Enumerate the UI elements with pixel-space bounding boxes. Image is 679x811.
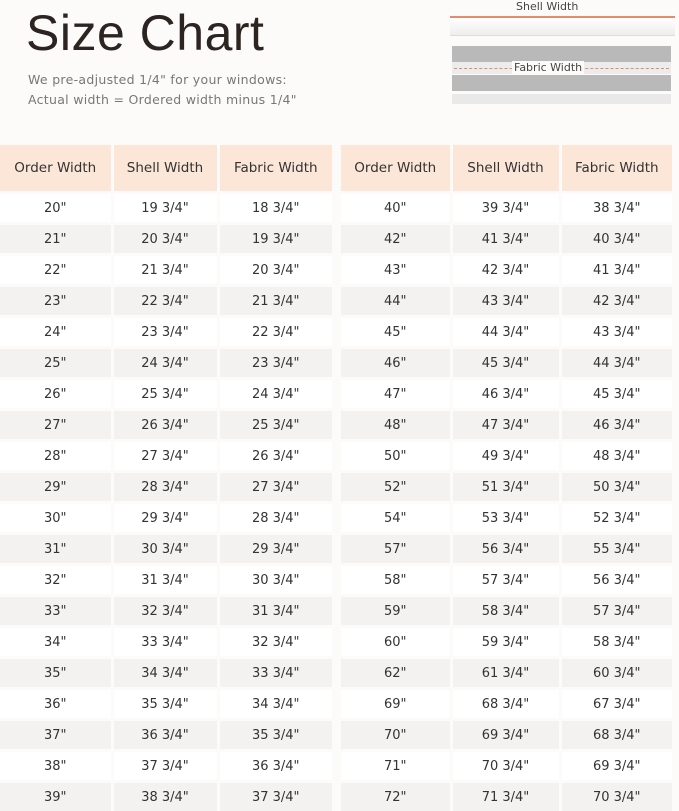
fabric-width-cell: 37 3/4"	[218, 782, 332, 811]
shell-width-cell: 49 3/4"	[451, 441, 560, 472]
fabric-width-cell: 69 3/4"	[560, 751, 672, 782]
shell-width-cell: 71 3/4"	[451, 782, 560, 811]
shell-width-cell: 45 3/4"	[451, 348, 560, 379]
table-row	[0, 255, 332, 286]
header-fabric-width: Fabric Width	[218, 145, 332, 193]
shell-width-cell: 57 3/4"	[451, 565, 560, 596]
table-row	[0, 720, 332, 751]
shell-width-cell: 21 3/4"	[112, 255, 218, 286]
shell-width-cell: 29 3/4"	[112, 503, 218, 534]
fabric-width-cell: 20 3/4"	[218, 255, 332, 286]
header-order-width: Order Width	[341, 145, 451, 193]
table-row	[341, 410, 672, 441]
order-width-cell: 22"	[0, 255, 112, 286]
order-width-cell: 34"	[0, 627, 112, 658]
order-width-cell: 62"	[341, 658, 451, 689]
table-row	[0, 503, 332, 534]
shell-width-cell: 30 3/4"	[112, 534, 218, 565]
shell-width-cell: 38 3/4"	[112, 782, 218, 811]
table-row	[0, 658, 332, 689]
fabric-width-cell: 35 3/4"	[218, 720, 332, 751]
shell-width-cell: 56 3/4"	[451, 534, 560, 565]
table-row	[0, 224, 332, 255]
fabric-width-cell: 52 3/4"	[560, 503, 672, 534]
order-width-cell: 52"	[341, 472, 451, 503]
fabric-width-cell: 36 3/4"	[218, 751, 332, 782]
order-width-cell: 70"	[341, 720, 451, 751]
shell-width-cell: 42 3/4"	[451, 255, 560, 286]
order-width-cell: 57"	[341, 534, 451, 565]
table-row	[0, 782, 332, 811]
size-table-right-body	[341, 193, 672, 811]
order-width-cell: 37"	[0, 720, 112, 751]
fabric-width-cell: 40 3/4"	[560, 224, 672, 255]
table-row	[0, 627, 332, 658]
header-fabric-width: Fabric Width	[560, 145, 672, 193]
shell-width-cell: 69 3/4"	[451, 720, 560, 751]
table-row	[0, 286, 332, 317]
order-width-cell: 72"	[341, 782, 451, 811]
fabric-width-cell: 38 3/4"	[560, 193, 672, 224]
order-width-cell: 45"	[341, 317, 451, 348]
table-row	[341, 503, 672, 534]
shell-width-cell: 58 3/4"	[451, 596, 560, 627]
order-width-cell: 39"	[0, 782, 112, 811]
shell-width-cell: 26 3/4"	[112, 410, 218, 441]
shell-width-cell: 43 3/4"	[451, 286, 560, 317]
table-row	[0, 193, 332, 224]
fabric-width-cell: 55 3/4"	[560, 534, 672, 565]
table-row	[0, 472, 332, 503]
table-row	[341, 627, 672, 658]
subtitle-formula: Actual width = Ordered width minus 1/4"	[28, 92, 297, 107]
order-width-cell: 71"	[341, 751, 451, 782]
order-width-cell: 25"	[0, 348, 112, 379]
fabric-width-cell: 33 3/4"	[218, 658, 332, 689]
order-width-cell: 28"	[0, 441, 112, 472]
fabric-width-cell: 19 3/4"	[218, 224, 332, 255]
fabric-width-cell: 44 3/4"	[560, 348, 672, 379]
shell-width-cell: 68 3/4"	[451, 689, 560, 720]
table-row	[341, 379, 672, 410]
table-row	[0, 441, 332, 472]
fabric-width-cell: 45 3/4"	[560, 379, 672, 410]
table-row	[0, 596, 332, 627]
fabric-width-cell: 22 3/4"	[218, 317, 332, 348]
order-width-cell: 42"	[341, 224, 451, 255]
table-row	[341, 720, 672, 751]
fabric-width-cell: 21 3/4"	[218, 286, 332, 317]
fabric-width-cell: 46 3/4"	[560, 410, 672, 441]
order-width-cell: 43"	[341, 255, 451, 286]
table-row	[341, 534, 672, 565]
table-row	[341, 565, 672, 596]
table-row	[0, 348, 332, 379]
table-row	[0, 565, 332, 596]
table-row	[341, 224, 672, 255]
table-row	[341, 658, 672, 689]
shell-width-cell: 25 3/4"	[112, 379, 218, 410]
shell-width-label: Shell Width	[516, 0, 579, 13]
table-row	[341, 286, 672, 317]
fabric-width-cell: 50 3/4"	[560, 472, 672, 503]
fabric-slat	[452, 46, 671, 62]
order-width-cell: 59"	[341, 596, 451, 627]
fabric-width-label: Fabric Width	[514, 61, 583, 74]
shell-width-cell: 53 3/4"	[451, 503, 560, 534]
fabric-width-cell: 24 3/4"	[218, 379, 332, 410]
shell-width-cell: 35 3/4"	[112, 689, 218, 720]
shell-width-cell: 41 3/4"	[451, 224, 560, 255]
table-row	[341, 689, 672, 720]
fabric-width-cell: 27 3/4"	[218, 472, 332, 503]
fabric-width-cell: 70 3/4"	[560, 782, 672, 811]
shell-width-cell: 47 3/4"	[451, 410, 560, 441]
blind-width-diagram	[448, 0, 679, 110]
order-width-cell: 23"	[0, 286, 112, 317]
table-row	[0, 689, 332, 720]
order-width-cell: 36"	[0, 689, 112, 720]
shell-width-cell: 39 3/4"	[451, 193, 560, 224]
fabric-width-cell: 48 3/4"	[560, 441, 672, 472]
order-width-cell: 58"	[341, 565, 451, 596]
order-width-cell: 60"	[341, 627, 451, 658]
shell-width-cell: 22 3/4"	[112, 286, 218, 317]
order-width-cell: 69"	[341, 689, 451, 720]
header-shell-width: Shell Width	[451, 145, 560, 193]
shell-width-cell: 37 3/4"	[112, 751, 218, 782]
fabric-width-cell: 26 3/4"	[218, 441, 332, 472]
fabric-width-cell: 31 3/4"	[218, 596, 332, 627]
table-header-row	[341, 145, 672, 193]
order-width-cell: 32"	[0, 565, 112, 596]
shell-width-cell: 61 3/4"	[451, 658, 560, 689]
shell-width-cell: 51 3/4"	[451, 472, 560, 503]
fabric-width-cell: 57 3/4"	[560, 596, 672, 627]
fabric-slat	[452, 75, 671, 91]
table-row	[341, 751, 672, 782]
shell-width-cell: 23 3/4"	[112, 317, 218, 348]
order-width-cell: 44"	[341, 286, 451, 317]
table-row	[341, 193, 672, 224]
shell-width-cell: 27 3/4"	[112, 441, 218, 472]
order-width-cell: 30"	[0, 503, 112, 534]
table-row	[0, 534, 332, 565]
shell-width-cell: 19 3/4"	[112, 193, 218, 224]
table-row	[341, 317, 672, 348]
subtitle-adjustment-note: We pre-adjusted 1/4" for your windows:	[28, 72, 287, 87]
shell-width-cell: 33 3/4"	[112, 627, 218, 658]
order-width-cell: 33"	[0, 596, 112, 627]
shell-width-cell: 28 3/4"	[112, 472, 218, 503]
table-row	[341, 782, 672, 811]
fabric-width-cell: 41 3/4"	[560, 255, 672, 286]
fabric-width-cell: 18 3/4"	[218, 193, 332, 224]
fabric-width-cell: 60 3/4"	[560, 658, 672, 689]
fabric-width-cell: 68 3/4"	[560, 720, 672, 751]
order-width-cell: 50"	[341, 441, 451, 472]
order-width-cell: 31"	[0, 534, 112, 565]
shell-width-cell: 34 3/4"	[112, 658, 218, 689]
order-width-cell: 27"	[0, 410, 112, 441]
order-width-cell: 46"	[341, 348, 451, 379]
order-width-cell: 29"	[0, 472, 112, 503]
fabric-width-cell: 28 3/4"	[218, 503, 332, 534]
fabric-width-cell: 56 3/4"	[560, 565, 672, 596]
size-table-left	[0, 145, 332, 811]
shell-bar	[450, 16, 675, 36]
fabric-width-cell: 34 3/4"	[218, 689, 332, 720]
fabric-width-cell: 25 3/4"	[218, 410, 332, 441]
header-order-width: Order Width	[0, 145, 112, 193]
table-row	[0, 751, 332, 782]
order-width-cell: 40"	[341, 193, 451, 224]
header-shell-width: Shell Width	[112, 145, 218, 193]
shell-width-cell: 32 3/4"	[112, 596, 218, 627]
shell-width-cell: 31 3/4"	[112, 565, 218, 596]
fabric-width-cell: 30 3/4"	[218, 565, 332, 596]
shell-width-cell: 44 3/4"	[451, 317, 560, 348]
fabric-width-cell: 67 3/4"	[560, 689, 672, 720]
fabric-width-cell: 43 3/4"	[560, 317, 672, 348]
fabric-width-cell: 29 3/4"	[218, 534, 332, 565]
order-width-cell: 35"	[0, 658, 112, 689]
order-width-cell: 26"	[0, 379, 112, 410]
order-width-cell: 20"	[0, 193, 112, 224]
fabric-width-cell: 58 3/4"	[560, 627, 672, 658]
order-width-cell: 24"	[0, 317, 112, 348]
shell-width-cell: 20 3/4"	[112, 224, 218, 255]
table-row	[341, 348, 672, 379]
table-row	[341, 596, 672, 627]
fabric-width-cell: 42 3/4"	[560, 286, 672, 317]
shell-width-cell: 24 3/4"	[112, 348, 218, 379]
order-width-cell: 21"	[0, 224, 112, 255]
table-row	[0, 410, 332, 441]
fabric-width-cell: 32 3/4"	[218, 627, 332, 658]
shell-width-cell: 36 3/4"	[112, 720, 218, 751]
order-width-cell: 48"	[341, 410, 451, 441]
table-row	[341, 441, 672, 472]
order-width-cell: 47"	[341, 379, 451, 410]
fabric-width-cell: 23 3/4"	[218, 348, 332, 379]
size-table-left-body	[0, 193, 332, 811]
table-row	[0, 317, 332, 348]
shell-width-cell: 46 3/4"	[451, 379, 560, 410]
fabric-slat	[452, 94, 671, 104]
table-row	[341, 255, 672, 286]
size-table-right	[341, 145, 672, 811]
page-title: Size Chart	[26, 5, 265, 61]
table-header-row	[0, 145, 332, 193]
order-width-cell: 54"	[341, 503, 451, 534]
shell-width-cell: 59 3/4"	[451, 627, 560, 658]
shell-width-cell: 70 3/4"	[451, 751, 560, 782]
order-width-cell: 38"	[0, 751, 112, 782]
table-row	[0, 379, 332, 410]
table-row	[341, 472, 672, 503]
